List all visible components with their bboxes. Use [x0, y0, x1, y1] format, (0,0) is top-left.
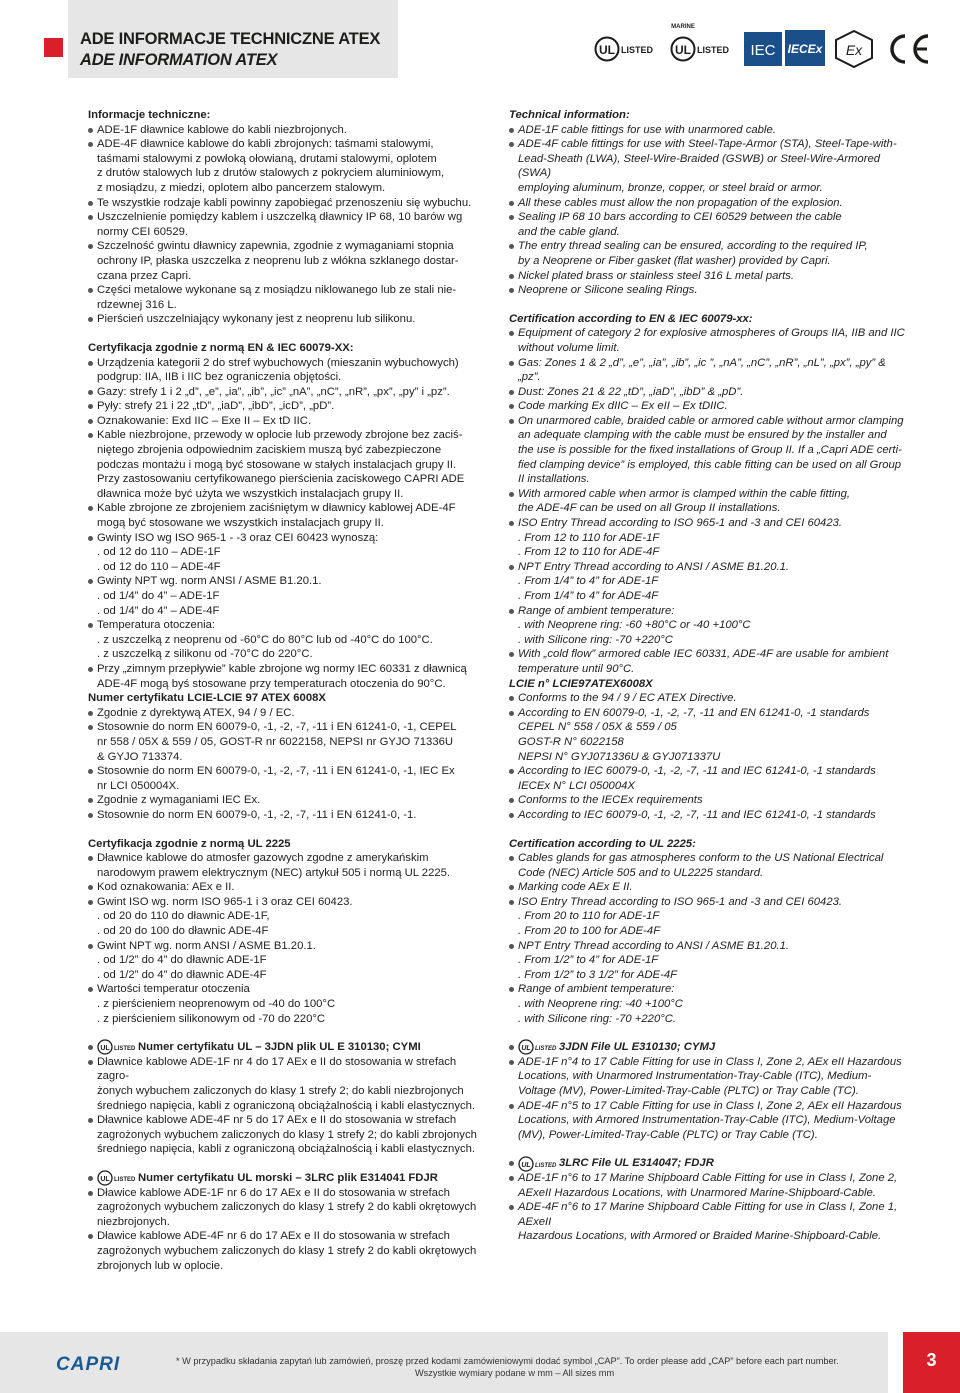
list-item-continuation: niętego zbrojenia odpowiednim zaciskiem muszą być zabezpieczone	[97, 444, 442, 457]
list-item-continuation: Code (NEC) Article 505 and to UL2225 standard.	[518, 866, 764, 879]
list-item-continuation: . od 12 do 110 – ADE-4F	[97, 560, 221, 573]
list-item-continuation: ochrony IP, płaska uszczelka z neoprenu lub z włókna szklanego dostar-	[97, 254, 459, 267]
list-item: Gwinty NPT wg. norm ANSI / ASME B1.20.1.	[88, 574, 488, 589]
list-item-continuation: GOST-R N° 6022158	[518, 735, 624, 748]
page-title-en: ADE INFORMATION ATEX	[80, 51, 278, 69]
svg-text:UL: UL	[521, 1162, 531, 1170]
list-item-continuation: Przy zastosowaniu certyfikowanego pierścienia zaciskowego CAPRI ADE	[97, 473, 465, 486]
svg-text:IECEx: IECEx	[787, 42, 823, 56]
list-item: Szczelność gwintu dławnicy zapewnia, zgodnie z wymaganiami stopnia	[88, 239, 488, 254]
iecex-logo	[785, 30, 825, 66]
list-item-continuation: the use is possible for the fixed installations of Group II. If a „Capri ADE certi-	[518, 444, 902, 457]
svg-text:IEC: IEC	[750, 42, 776, 59]
list-item: NPT Entry Thread according to ANSI / ASME B1.20.1.	[509, 939, 909, 954]
list-item-continuation: temperature until 90°C.	[518, 662, 635, 675]
list-item: Części metalowe wykonane są z mosiądzu niklowanego lub ze stali nie-	[88, 283, 488, 298]
ul-marine-heading-pl	[88, 1171, 488, 1186]
list-item-continuation: zagrożonych wybuchem zaliczonych do klasy 1 strefy 2; do kabli zbrojonych	[97, 1128, 477, 1141]
list-item-continuation: . with Silicone ring: -70 +220°C.	[518, 1012, 677, 1025]
list-item-continuation: nr 558 / 05X & 559 / 05, GOST-R nr 6022158, NEPSI nr GYJO 71336U	[97, 735, 454, 748]
list-item: ISO Entry Thread according to ISO 965-1 and -3 and CEI 60423.	[509, 516, 909, 531]
ul-cert-list-pl	[88, 1055, 488, 1157]
cert-en-list-pl	[88, 356, 488, 692]
list-item: According to EN 60079-0, -1, -2, -7, -11 and EN 61241-0, -1 standards	[509, 706, 909, 721]
list-item-continuation: . with Silicone ring: -70 +220°C	[518, 633, 673, 646]
list-item: Conforms to the 94 / 9 / EC ATEX Directive.	[509, 691, 909, 706]
list-item-continuation: . From 20 to 100 for ADE-4F	[518, 925, 661, 938]
list-item-continuation: the ADE-4F can be used on all Group II installations.	[518, 502, 781, 515]
list-item: Kable niezbrojone, przewody w oplocie lub przewody zbrojone bez zaciś-	[88, 428, 488, 443]
list-item: Stosownie do norm EN 60079-0, -1, -2, -7, -11 i EN 61241-0, -1, IEC Ex	[88, 764, 488, 779]
capri-logo: CAPRI	[56, 1354, 121, 1375]
list-item-continuation: CEPEL N° 558 / 05X & 559 / 05	[518, 721, 677, 734]
list-item: Cables glands for gas atmospheres conform to the US National Electrical	[509, 851, 909, 866]
list-item-continuation: Locations, with Armored Instrumentation-Tray-Cable (ITC), Medium-Voltage	[518, 1114, 896, 1127]
list-item-continuation: żonych wybuchem zaliczonych do klasy 1 strefy 2; do kabli niezbrojonych	[97, 1085, 464, 1097]
list-item-continuation: employing aluminum, bronze, copper, or steel braid or armor.	[518, 181, 823, 194]
list-item: Przy „zimnym przepływie” kable zbrojone wg normy IEC 60331 z dławnicą	[88, 662, 488, 677]
list-item: All these cables must allow the non propagation of the explosion.	[509, 196, 909, 211]
list-item-continuation: czana przez Capri.	[97, 269, 192, 282]
list-item-continuation: . z pierścieniem neoprenowym od -40 do 100°C	[97, 998, 336, 1011]
ul-cert-heading-pl	[88, 1040, 488, 1055]
list-item-continuation: podczas montażu i mogą być stosowane w stałych instalacjach grupy II.	[97, 458, 457, 471]
list-item-continuation: . od 12 do 110 – ADE-1F	[97, 546, 221, 559]
list-item: Te wszystkie rodzaje kabli powinny zapobiegać przenoszeniu się wybuchu.	[88, 196, 488, 211]
tech-list-en	[509, 123, 909, 298]
list-item: Zgodnie z wymaganiami IEC Ex.	[88, 793, 488, 808]
list-item: Dust: Zones 21 & 22 „tD”, „iaD”, „ibD” & „pD”.	[509, 385, 909, 400]
svg-text:UL: UL	[100, 1175, 110, 1183]
list-item: NPT Entry Thread according to ANSI / ASME B1.20.1.	[509, 560, 909, 575]
list-item: According to IEC 60079-0, -1, -2, -7, -11 and IEC 61241-0, -1 standards	[509, 764, 909, 779]
ex-hexagon-icon	[833, 29, 875, 69]
svg-text:LISTED: LISTED	[535, 1046, 557, 1053]
list-item-continuation: . with Neoprene ring: -40 +100°C	[518, 998, 683, 1011]
list-item-continuation: II installations.	[518, 473, 590, 486]
ul-marine-title-en: 3LRC File UL E314047; FDJR	[559, 1157, 714, 1170]
svg-text:LISTED: LISTED	[535, 1163, 557, 1170]
list-item-continuation: niezbrojonych.	[97, 1215, 170, 1228]
list-item-continuation: . od 1/2” do 4” do dławnic ADE-4F	[97, 968, 267, 981]
list-item-continuation: . od 1/2” do 4” do dławnic ADE-1F	[97, 954, 267, 967]
list-item-continuation: . From 1/2” to 3 1/2” for ADE-4F	[518, 968, 678, 981]
list-item-continuation: AExeII Hazardous Locations, with Unarmored Marine-Shipboard-Cable.	[518, 1186, 876, 1199]
section-title-lcie-en: LCIE n° LCIE97ATEX6008X	[509, 677, 653, 690]
list-item: ADE-4F dławnice kablowe do kabli zbrojonych: taśmami stalowymi,	[88, 137, 488, 152]
ul-cert-list-en	[509, 1055, 909, 1143]
ul2225-list-pl	[88, 851, 488, 1026]
list-item: Wartości temperatur otoczenia	[88, 982, 488, 997]
list-item: Gwinty ISO wg ISO 965-1 - -3 oraz CEI 60423 wynoszą:	[88, 531, 488, 546]
page-number-box	[903, 1332, 960, 1393]
list-item-continuation: normy CEI 60529.	[97, 225, 189, 238]
tech-list-pl	[88, 123, 488, 327]
list-item-continuation: Voltage (MV), Power-Limited-Tray-Cable (PLTC) or Tray Cable (TC).	[518, 1085, 859, 1097]
list-item-continuation: . From 1/4” to 4” for ADE-4F	[518, 590, 659, 602]
page-footer	[0, 1332, 960, 1393]
svg-text:Ex: Ex	[845, 42, 863, 58]
list-item-continuation: dławnica może być użyta we wszystkich instalacjach grupy II.	[97, 487, 404, 500]
list-item-continuation: & GYJO 713374.	[97, 750, 183, 763]
list-item: Sealing IP 68 10 bars according to CEI 60529 between the cable	[509, 210, 909, 225]
list-item: According to IEC 60079-0, -1, -2, -7, -11 and IEC 61241-0, -1 standards	[509, 808, 909, 823]
list-item: Temperatura otoczenia:	[88, 618, 488, 633]
list-item: Gazy: strefy 1 i 2 „d”, „e”, „ia”, „ib”, „ic” „nA”, „nC”, „nR”, „px”, „py” i „pz”.	[88, 385, 488, 400]
section-title-ul2225-en: Certification according to UL 2225:	[509, 837, 696, 850]
section-title-lcie-pl: Numer certyfikatu LCIE-LCIE 97 ATEX 6008X	[88, 692, 326, 705]
list-item: On unarmored cable, braided cable or armored cable without armor clamping	[509, 414, 909, 429]
list-item: Gas: Zones 1 & 2 „d”, „e”, „ia”, „ib”, „ic ”, „nA”, „nC”, „nR”, „nL”, „px”, „py” & „pz”.	[509, 356, 909, 385]
list-item-continuation: by a Neoprene or Fiber gasket (flat washer) provided by Capri.	[518, 254, 831, 267]
list-item: Range of ambient temperature:	[509, 604, 909, 619]
list-item: Marking code AEx E II.	[509, 880, 909, 895]
list-item: Gwint NPT wg. norm ANSI / ASME B1.20.1.	[88, 939, 488, 954]
list-item-continuation: rdzewnej 316 L.	[97, 298, 177, 311]
svg-text:MARINE: MARINE	[671, 24, 695, 30]
ul-marine-list-pl	[88, 1186, 488, 1274]
ul-listed-logo	[594, 34, 664, 64]
list-item-continuation: . z pierścieniem silikonowym od -70 do 220°C	[97, 1012, 326, 1025]
list-item-continuation: podgrup: IIA, IIB i IIC bez ograniczenia objętości.	[97, 371, 342, 384]
list-item: Equipment of category 2 for explosive atmospheres of Groups IIA, IIB and IIC	[509, 326, 909, 341]
list-item: Oznakowanie: Exd IIC – Exe II – Ex tD IIC.	[88, 414, 488, 429]
footnote-sizes-note: Wszystkie wymiary podane w mm – All sizes mm	[415, 1368, 615, 1378]
svg-text:UL: UL	[675, 43, 691, 57]
list-item-continuation: . z uszczelką z silikonu od -70°C do 220°C.	[97, 648, 313, 661]
list-item-continuation: mogą być stosowane we wszystkich instalacjach grupy II.	[97, 517, 384, 530]
list-item: Kable zbrojone ze zbrojeniem zaciśniętym w dławnicy kablowej ADE-4F	[88, 501, 488, 516]
list-item: Pierścień uszczelniający wykonany jest z neoprenu lub silikonu.	[88, 312, 488, 327]
list-item: With „cold flow” armored cable IEC 60331, ADE-4F are usable for ambient	[509, 647, 909, 662]
list-item: Dławice kablowe ADE-1F nr 6 do 17 AEx e II do stosowania w strefach	[88, 1186, 488, 1201]
svg-text:LISTED: LISTED	[621, 45, 654, 55]
page-header	[0, 0, 960, 78]
list-item: Stosownie do norm EN 60079-0, -1, -2, -7, -11 i EN 61241-0, -1.	[88, 808, 488, 823]
list-item: Code marking Ex dIIC – Ex eII – Ex tDIIC.	[509, 399, 909, 414]
ul-marine-listed-logo	[670, 18, 740, 64]
list-item: Nickel plated brass or stainless steel 316 L metal parts.	[509, 269, 909, 284]
list-item: Zgodnie z dyrektywą ATEX, 94 / 9 / EC.	[88, 706, 488, 721]
list-item-continuation: . od 1/4” do 4” – ADE-1F	[97, 590, 220, 602]
list-item-continuation: średniego napięcia, kabli z ograniczoną obciążalnością i kabli elastycznych.	[97, 1143, 476, 1156]
list-item-continuation: . From 12 to 110 for ADE-4F	[518, 546, 660, 559]
list-item-continuation: NEPSI N° GYJ071336U & GYJ071337U	[518, 750, 721, 763]
list-item-continuation: . From 1/4” to 4” for ADE-1F	[518, 575, 659, 588]
section-title-cert-en-pl: Certyfikacja zgodnie z normą EN & IEC 60079-XX:	[88, 341, 354, 354]
list-item: Dławnice kablowe ADE-1F nr 4 do 17 AEx e II do stosowania w strefach zagro-	[88, 1055, 488, 1084]
list-item-continuation: (MV), Power-Limited-Tray-Cable (PLTC) or Tray Cable (TC).	[518, 1128, 818, 1141]
list-item-continuation: Lead-Sheath (LWA), Steel-Wire-Braided (GSWB) or Steel-Wire-Armored (SWA)	[518, 152, 881, 180]
list-item-continuation: . od 1/4” do 4” – ADE-4F	[97, 604, 220, 617]
list-item: Urządzenia kategorii 2 do stref wybuchowych (mieszanin wybuchowych)	[88, 356, 488, 371]
list-item: ADE-4F n°5 to 17 Cable Fitting for use in Class I, Zone 2, AEx eII Hazardous	[509, 1099, 909, 1114]
column-english	[509, 108, 909, 1244]
list-item: ISO Entry Thread according to ISO 965-1 and -3 and CEI 60423.	[509, 895, 909, 910]
section-title-cert-en-en: Certification according to EN & IEC 60079-xx:	[509, 312, 753, 325]
list-item-continuation: Locations, with Unarmored Instrumentation-Tray-Cable (ITC), Medium-	[518, 1070, 872, 1083]
list-item: Dławice kablowe ADE-4F nr 6 do 17 AEx e II do stosowania w strefach	[88, 1229, 488, 1244]
ul-marine-title-pl: Numer certyfikatu UL morski – 3LRC plik E314041 FDJR	[138, 1171, 438, 1184]
list-item-continuation: and the cable gland.	[518, 225, 620, 238]
svg-text:UL: UL	[599, 43, 615, 57]
cert-en-list-en	[509, 326, 909, 676]
certification-logos	[586, 0, 960, 78]
list-item-continuation: . From 12 to 110 for ADE-1F	[518, 531, 660, 544]
red-square-marker	[44, 38, 63, 57]
list-item: Pyły: strefy 21 i 22 „tD”, „iaD”, „ibD”, „icD”, „pD”.	[88, 399, 488, 414]
list-item: ADE-1F n°4 to 17 Cable Fitting for use in Class I, Zone 2, AEx eII Hazardous	[509, 1055, 909, 1070]
section-title-tech-en: Technical information:	[509, 109, 630, 121]
svg-text:LISTED: LISTED	[114, 1176, 136, 1183]
list-item-continuation: without volume limit.	[518, 341, 620, 354]
list-item-continuation: . From 20 to 110 for ADE-1F	[518, 910, 660, 923]
list-item: ADE-4F cable fittings for use with Steel-Tape-Armor (STA), Steel-Tape-with-	[509, 137, 909, 152]
list-item-continuation: . z uszczelką z neoprenu od -60°C do 80°C lub od -40°C do 100°C.	[97, 633, 433, 646]
list-item: ADE-1F n°6 to 17 Marine Shipboard Cable Fitting for use in Class I, Zone 2,	[509, 1171, 909, 1186]
footnote-order-note: * W przypadku składania zapytań lub zamówień, proszę przed kodami zamówieniowymi dodać symbol „CAP”. To order please add „CAP” before each part number.	[176, 1356, 839, 1366]
list-item-continuation: zagrożonych wybuchem zaliczonych do klasy 1 strefy 2 do kabli okrętowych	[97, 1201, 477, 1214]
svg-text:LISTED: LISTED	[114, 1046, 136, 1053]
list-item: Dławnice kablowe do atmosfer gazowych zgodne z amerykańskim	[88, 851, 488, 866]
list-item-continuation: . od 20 do 110 do dławnic ADE-1F,	[97, 910, 270, 923]
list-item: Gwint ISO wg. norm ISO 965-1 i 3 oraz CEI 60423.	[88, 895, 488, 910]
list-item: Kod oznakowania: AEx e II.	[88, 880, 488, 895]
ul-cert-title-pl: Numer certyfikatu UL – 3JDN plik UL E 310130; CYMI	[138, 1041, 421, 1054]
ul-marine-list-en	[509, 1171, 909, 1244]
list-item-continuation: . od 20 do 100 do dławnic ADE-4F	[97, 925, 269, 938]
list-item: Neoprene or Silicone sealing Rings.	[509, 283, 909, 298]
list-item-continuation: . From 1/2” to 4” for ADE-1F	[518, 954, 659, 967]
list-item-continuation: Hazardous Locations, with Armored or Braided Marine-Shipboard-Cable.	[518, 1230, 882, 1243]
ul-cert-title-en: 3JDN File UL E310130; CYMJ	[559, 1041, 716, 1054]
list-item-continuation: narodowym prawem elektrycznym (NEC) artykuł 505 i normą UL 2225.	[97, 866, 451, 879]
ul2225-list-en	[509, 851, 909, 1026]
list-item: Conforms to the IECEx requirements	[509, 793, 909, 808]
iec-logo	[744, 32, 782, 66]
list-item: ADE-4F n°6 to 17 Marine Shipboard Cable Fitting for use in Class I, Zone 1, AExeII	[509, 1200, 909, 1229]
list-item-continuation: zbrojonych lub w oplocie.	[97, 1259, 224, 1272]
ul-cert-heading-en	[509, 1040, 909, 1055]
svg-text:UL: UL	[100, 1045, 110, 1053]
list-item: With armored cable when armor is clamped within the cable fitting,	[509, 487, 909, 502]
list-item: Range of ambient temperature:	[509, 982, 909, 997]
list-item: ADE-1F cable fittings for use with unarmored cable.	[509, 123, 909, 138]
lcie-list-en	[509, 691, 909, 822]
page-title-pl: ADE INFORMACJE TECHNICZNE ATEX	[80, 30, 381, 48]
list-item-continuation: z drutów stalowych lub z drutów stalowych z pokryciem aluminiowym,	[97, 167, 445, 180]
column-polish	[88, 108, 488, 1273]
section-title-tech-pl: Informacje techniczne:	[88, 109, 211, 121]
list-item-continuation: an adequate clamping with the cable must be ensured by the installer and	[518, 429, 887, 442]
list-item: Dławnice kablowe ADE-4F nr 5 do 17 AEx e II do stosowania w strefach	[88, 1113, 488, 1128]
list-item-continuation: średniego napięcia, kabli z ograniczoną obciążalnością i kabli elastycznych.	[97, 1099, 476, 1112]
list-item: Stosownie do norm EN 60079-0, -1, -2, -7, -11 i EN 61241-0, -1, CEPEL	[88, 720, 488, 735]
list-item-continuation: nr LCI 050004X.	[97, 779, 180, 792]
list-item-continuation: taśmami stalowymi z powłoką ołowianą, drutami stalowymi, oplotem	[97, 152, 437, 165]
list-item-continuation: . with Neoprene ring: -60 +80°C or -40 +100°C	[518, 619, 751, 632]
page-number: 3	[926, 1350, 937, 1370]
ce-mark-icon	[884, 32, 934, 66]
list-item-continuation: IECEx N° LCI 050004X	[518, 779, 635, 792]
ul-marine-heading-en	[509, 1156, 909, 1171]
list-item-continuation: fied clamping device” is employed, this cable fitting can be used on all Group	[518, 458, 902, 471]
svg-text:UL: UL	[521, 1045, 531, 1053]
list-item-continuation: zagrożonych wybuchem zaliczonych do klasy 1 strefy 2 do kabli okrętowych	[97, 1244, 477, 1257]
list-item: ADE-1F dławnice kablowe do kabli niezbrojonych.	[88, 123, 488, 138]
list-item-continuation: ADE-4F mogą byś stosowane przy temperaturach otoczenia do 90°C.	[97, 677, 446, 690]
list-item-continuation: z mosiądzu, z miedzi, oplotem albo pancerzem stalowym.	[97, 181, 386, 194]
list-item: The entry thread sealing can be ensured, according to the required IP,	[509, 239, 909, 254]
lcie-list-pl	[88, 706, 488, 823]
list-item: Uszczelnienie pomiędzy kablem i uszczelką dławnicy IP 68, 10 barów wg	[88, 210, 488, 225]
section-title-ul2225-pl: Certyfikacja zgodnie z normą UL 2225	[88, 837, 291, 850]
svg-text:LISTED: LISTED	[697, 45, 730, 55]
